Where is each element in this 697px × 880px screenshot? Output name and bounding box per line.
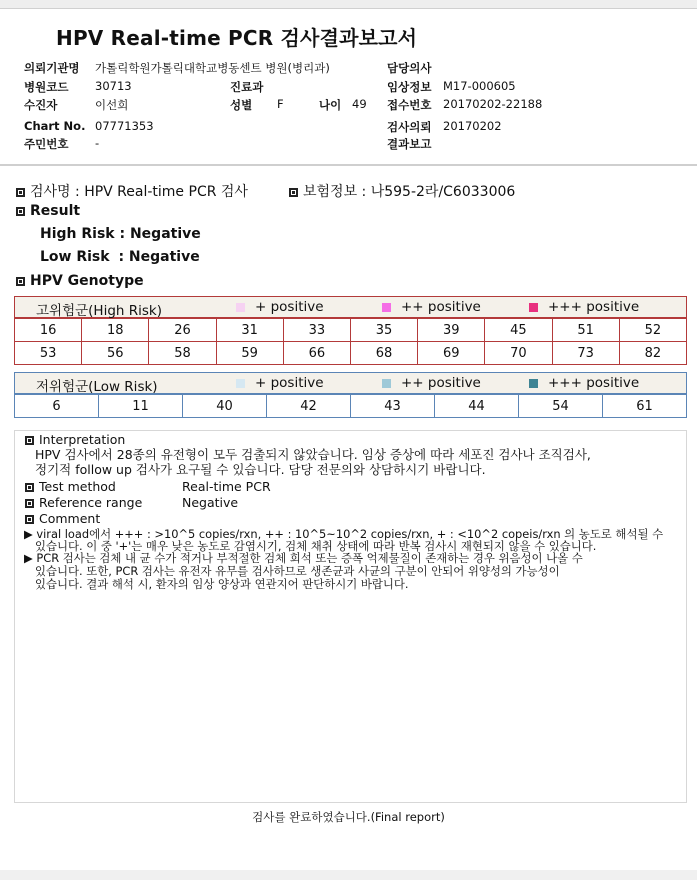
dept-label: 진료과 — [230, 80, 264, 94]
comment-heading — [25, 511, 100, 527]
top-bar — [0, 0, 697, 9]
genotype-cell: 70 — [485, 342, 552, 365]
hospital-code-value: 30713 — [95, 79, 132, 93]
genotype-cell: 68 — [350, 342, 417, 365]
legend-plus-plus-plus-label: +++ positive — [548, 375, 640, 391]
result-heading — [16, 203, 80, 219]
high-risk-title: 고위험군(High Risk) — [36, 303, 162, 319]
doctor-label: 담당의사 — [387, 61, 432, 75]
comment-line-3: ▶ PCR 검사는 검체 내 균 수가 적거나 부적절한 검체 희석 또는 증폭 억제물질이 존재하는 경우 위음성이 나올 수 — [24, 551, 583, 565]
bottom-bar — [0, 870, 697, 880]
legend-plus — [236, 375, 324, 391]
genotype-cell: 16 — [15, 319, 82, 342]
request-value: 20170202 — [443, 119, 502, 133]
genotype-cell: 54 — [519, 395, 603, 418]
legend-plus-label: + positive — [255, 375, 324, 391]
legend-plus-label: + positive — [255, 299, 324, 315]
genotype-cell: 51 — [552, 319, 619, 342]
age-value: 49 — [352, 97, 367, 111]
sex-value: F — [277, 97, 284, 111]
genotype-cell: 26 — [149, 319, 216, 342]
legend-plus-plus-plus-label: +++ positive — [548, 299, 640, 315]
genotype-cell: 58 — [149, 342, 216, 365]
table-row — [15, 342, 687, 365]
low-risk-label: Low Risk — [40, 249, 110, 265]
genotype-heading-text: HPV Genotype — [30, 273, 144, 289]
result-heading-text: Result — [30, 203, 81, 219]
report-title: HPV Real-time PCR 검사결과보고서 — [56, 26, 418, 50]
reference-range-label — [25, 495, 142, 511]
interpretation-line-2: 정기적 follow up 검사가 요구될 수 있습니다. 담당 전문의와 상담하시기 바랍니다. — [35, 462, 486, 477]
comment-line-4: 있습니다. 또한, PCR 검사는 유전자 유무를 검사하므로 생존균과 사균의 구분이 안되어 위양성의 가능성이 — [35, 564, 560, 578]
genotype-cell: 45 — [485, 319, 552, 342]
genotype-cell: 56 — [82, 342, 149, 365]
genotype-cell: 35 — [350, 319, 417, 342]
test-name-text: 검사명 : HPV Real-time PCR 검사 — [30, 184, 248, 200]
genotype-cell: 6 — [15, 395, 99, 418]
legend-plus-plus-plus — [529, 299, 639, 315]
high-risk-result — [40, 226, 201, 242]
legend-swatch-pink — [382, 303, 391, 312]
checkbox-square-icon — [25, 499, 34, 508]
genotype-cell: 52 — [619, 319, 686, 342]
checkbox-square-icon — [25, 483, 34, 492]
institution-value: 가톨릭학원가톨릭대학교병동센트 병원(병리과) — [95, 61, 330, 75]
comment-heading-text: Comment — [39, 511, 101, 526]
genotype-heading — [16, 273, 144, 289]
legend-swatch-teal — [529, 379, 538, 388]
genotype-cell: 11 — [99, 395, 183, 418]
genotype-cell: 18 — [82, 319, 149, 342]
age-label: 나이 — [319, 98, 342, 112]
genotype-cell: 73 — [552, 342, 619, 365]
genotype-cell: 39 — [418, 319, 485, 342]
genotype-cell: 43 — [351, 395, 435, 418]
patient-value: 이선희 — [95, 98, 129, 112]
low-risk-title: 저위험군(Low Risk) — [36, 379, 158, 395]
resident-no-label: 주민번호 — [24, 137, 69, 151]
high-risk-label: High Risk — [40, 226, 115, 242]
test-method-label-text: Test method — [39, 479, 116, 494]
checkbox-square-icon — [289, 188, 298, 197]
genotype-cell: 59 — [216, 342, 283, 365]
genotype-cell: 53 — [15, 342, 82, 365]
clinical-info-label: 임상정보 — [387, 80, 432, 94]
chart-no-value: 07771353 — [95, 119, 154, 133]
test-method-label — [25, 479, 116, 495]
genotype-cell: 44 — [435, 395, 519, 418]
legend-plus-plus-label: ++ positive — [401, 299, 481, 315]
patient-label: 수진자 — [24, 98, 58, 112]
legend-plus-plus — [382, 299, 481, 315]
low-risk-table — [14, 394, 687, 418]
comment-line-1: ▶ viral load에서 +++ : >10^5 copies/rxn, ++ : 10^5~10^2 copies/rxn, + : <10^2 copeis/rxn 의 농도로 해석될 수 — [24, 527, 664, 541]
genotype-cell: 31 — [216, 319, 283, 342]
institution-label: 의뢰기관명 — [24, 61, 80, 75]
genotype-cell: 40 — [183, 395, 267, 418]
receipt-value: 20170202-22188 — [443, 97, 543, 111]
low-risk-value: : Negative — [118, 249, 200, 265]
low-risk-header — [14, 372, 687, 394]
interpretation-line-1: HPV 검사에서 28종의 유전형이 모두 검출되지 않았습니다. 임상 증상에 따라 세포진 검사나 조직검사, — [35, 447, 591, 462]
checkbox-square-icon — [16, 188, 25, 197]
reference-range-label-text: Reference range — [39, 495, 143, 510]
insurance-text: 보험정보 : 나595-2라/C6033006 — [303, 184, 516, 200]
request-label: 검사의뢰 — [387, 120, 432, 134]
checkbox-square-icon — [25, 515, 34, 524]
genotype-cell: 42 — [267, 395, 351, 418]
clinical-info-value: M17-000605 — [443, 79, 516, 93]
genotype-cell: 33 — [283, 319, 350, 342]
high-risk-table — [14, 318, 687, 365]
legend-swatch-light-pink — [236, 303, 245, 312]
legend-swatch-blue — [382, 379, 391, 388]
chart-no-label: Chart No. — [24, 119, 86, 133]
table-row — [15, 319, 687, 342]
result-report-label: 결과보고 — [387, 137, 432, 151]
final-report-note: 검사를 완료하였습니다.(Final report) — [252, 810, 445, 824]
receipt-label: 접수번호 — [387, 98, 432, 112]
genotype-cell: 82 — [619, 342, 686, 365]
comment-line-2: 있습니다. 이 중 '+'는 매우 낮은 농도로 감염시기, 검체 채취 상태에 따라 반복 검사시 재현되지 않을 수 있습니다. — [35, 539, 597, 553]
genotype-cell: 66 — [283, 342, 350, 365]
legend-plus-plus — [382, 375, 481, 391]
legend-plus-plus-plus — [529, 375, 639, 391]
comment-line-5: 있습니다. 결과 해석 시, 환자의 임상 양상과 연관지어 판단하시기 바랍니다. — [35, 577, 409, 591]
reference-range-value: Negative — [182, 495, 239, 510]
checkbox-square-icon — [16, 277, 25, 286]
interpretation-heading — [25, 432, 125, 448]
interpretation-heading-text: Interpretation — [39, 432, 126, 447]
checkbox-square-icon — [16, 207, 25, 216]
checkbox-square-icon — [25, 436, 34, 445]
legend-swatch-light-blue — [236, 379, 245, 388]
high-risk-value: : Negative — [119, 226, 201, 242]
table-row — [15, 395, 687, 418]
low-risk-result — [40, 249, 200, 265]
insurance-info — [289, 181, 515, 201]
legend-plus — [236, 299, 324, 315]
test-name — [16, 181, 248, 201]
test-method-value: Real-time PCR — [182, 479, 271, 494]
divider — [0, 164, 697, 166]
genotype-cell: 61 — [603, 395, 687, 418]
legend-swatch-magenta — [529, 303, 538, 312]
hospital-code-label: 병원코드 — [24, 80, 69, 94]
high-risk-header — [14, 296, 687, 318]
legend-plus-plus-label: ++ positive — [401, 375, 481, 391]
resident-no-value: - — [95, 136, 100, 150]
genotype-cell: 69 — [418, 342, 485, 365]
sex-label: 성별 — [230, 98, 253, 112]
